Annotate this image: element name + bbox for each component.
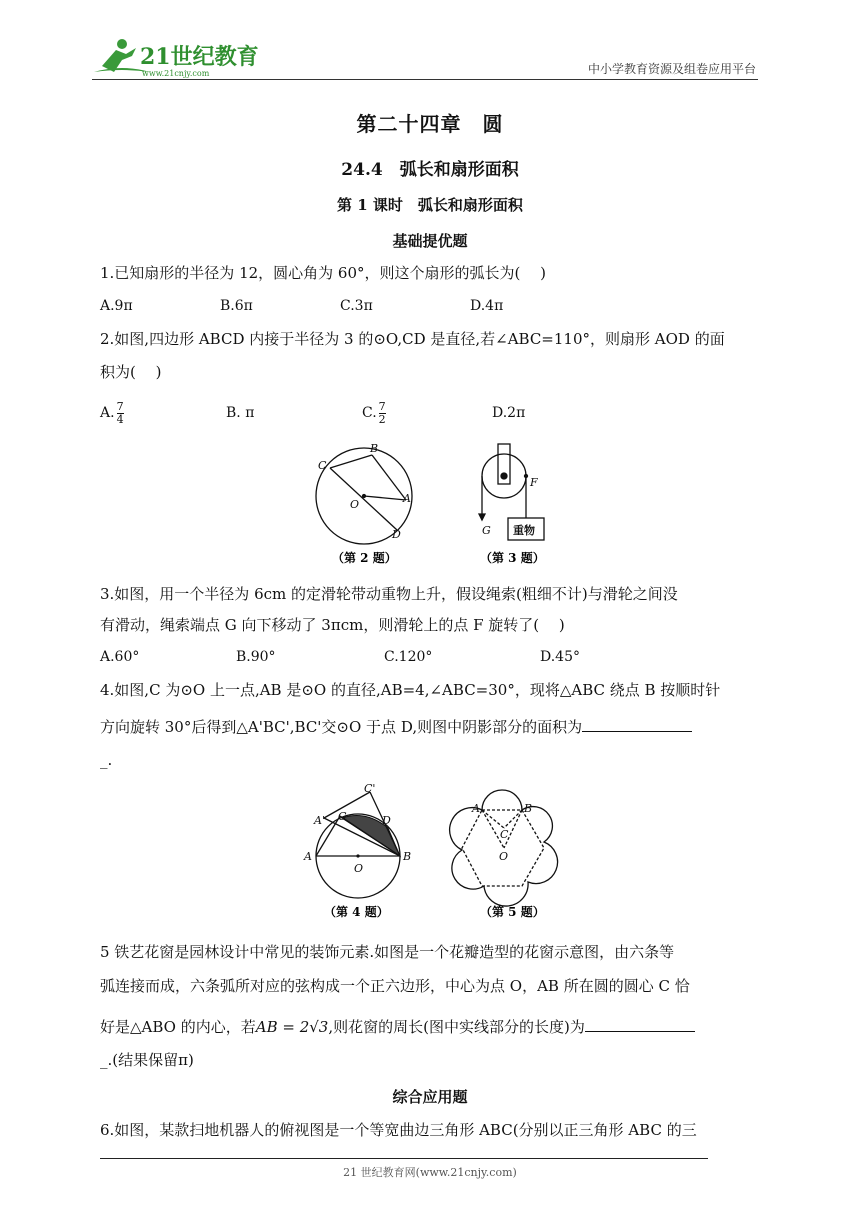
section-title: 24.4 弧长和扇形面积 xyxy=(341,160,519,180)
figure-2-3 xyxy=(300,440,560,570)
q2-option-a: A. $\frac{7}{4}$ xyxy=(100,399,124,426)
svg-text:www.21cnjy.com: www.21cnjy.com xyxy=(142,69,210,78)
weight-box-label: 重物 xyxy=(513,524,535,537)
q1-option-b: B.6π xyxy=(220,298,253,314)
svg-text:F: F xyxy=(530,476,538,489)
question-5-line-4: _.(结果保留π) xyxy=(100,1051,194,1069)
question-2-line-2: 积为( ) xyxy=(100,363,162,381)
svg-text:O: O xyxy=(354,862,364,875)
figure-3-caption: （第 3 题） xyxy=(480,551,545,565)
question-1-text: 1.已知扇形的半径为 12，圆心角为 60°，则这个扇形的弧长为( ) xyxy=(100,264,546,282)
svg-text:B: B xyxy=(370,442,379,455)
q1-option-a: A.9π xyxy=(100,298,133,314)
q1-option-c: C.3π xyxy=(340,298,373,314)
svg-text:C': C' xyxy=(364,782,376,795)
part-heading-comprehensive: 综合应用题 xyxy=(392,1088,468,1106)
footer-site-text: 21 世纪教育网(www.21cnjy.com) xyxy=(343,1166,517,1179)
footer-divider xyxy=(100,1158,708,1159)
q5-answer-blank[interactable] xyxy=(585,1017,695,1032)
q4-answer-blank[interactable] xyxy=(582,717,692,732)
svg-text:C: C xyxy=(500,828,509,841)
question-3-line-1: 3.如图，用一个半径为 6cm 的定滑轮带动重物上升，假设绳索(粗细不计)与滑轮之间没 xyxy=(100,585,678,603)
svg-text:D: D xyxy=(382,814,391,827)
q2-option-c: C. $\frac{7}{2}$ xyxy=(362,399,386,426)
question-2-line-1: 2.如图,四边形 ABCD 内接于半径为 3 的⊙O,CD 是直径,若∠ABC=110°，则扇形 AOD 的面 xyxy=(100,330,725,348)
svg-text:A: A xyxy=(304,850,312,863)
figure-5 xyxy=(450,790,558,906)
chapter-title: 第二十四章 圆 xyxy=(356,112,504,136)
question-6-line-1: 6.如图，某款扫地机器人的俯视图是一个等宽曲边三角形 ABC(分别以正三角形 ABC 的三 xyxy=(100,1121,697,1139)
svg-text:C: C xyxy=(338,810,347,823)
figure-2-caption: （第 2 题） xyxy=(332,551,397,565)
svg-text:O: O xyxy=(499,850,509,863)
svg-text:B: B xyxy=(403,850,412,863)
q3-option-b: B.90° xyxy=(236,649,276,665)
svg-text:A': A' xyxy=(314,814,325,827)
lesson-title: 第 1 课时 弧长和扇形面积 xyxy=(337,196,523,214)
site-logo xyxy=(92,36,262,78)
figure-4 xyxy=(316,792,400,898)
question-5-line-1: 5 铁艺花窗是园林设计中常见的装饰元素.如图是一个花瓣造型的花窗示意图，由六条等 xyxy=(100,943,675,961)
figure-4-caption: （第 4 题） xyxy=(324,905,389,919)
q2-option-b: B. π xyxy=(226,405,255,421)
svg-text:A: A xyxy=(403,492,411,505)
svg-text:21世纪教育: 21世纪教育 xyxy=(140,44,259,70)
q1-option-d: D.4π xyxy=(470,298,504,314)
question-4-line-1: 4.如图,C 为⊙O 上一点,AB 是⊙O 的直径,AB=4,∠ABC=30°，现将△ABC 绕点 B 按顺时针 xyxy=(100,681,721,699)
question-5-line-2: 弧连接而成，六条弧所对应的弦构成一个正六边形，中心为点 O，AB 所在圆的圆心 C 恰 xyxy=(100,977,690,995)
figure-5-caption: （第 5 题） xyxy=(480,905,545,919)
question-4-line-2: 方向旋转 30°后得到△A'BC',BC'交⊙O 于点 D,则图中阴影部分的面积为 xyxy=(100,712,692,743)
question-4-line-3: _. xyxy=(100,751,113,769)
q3-option-a: A.60° xyxy=(100,649,140,665)
svg-text:C: C xyxy=(318,459,327,472)
q2-option-d: D.2π xyxy=(492,405,526,421)
question-5-line-3: 好是△ABO 的内心，若AB = 2√3,则花窗的周长(图中实线部分的长度)为 xyxy=(100,1012,695,1043)
svg-text:G: G xyxy=(482,524,491,537)
svg-text:B: B xyxy=(524,802,533,815)
svg-text:O: O xyxy=(350,498,360,511)
question-3-line-2: 有滑动，绳索端点 G 向下移动了 3πcm，则滑轮上的点 F 旋转了( ) xyxy=(100,616,565,634)
svg-text:A: A xyxy=(472,802,480,815)
q3-option-d: D.45° xyxy=(540,649,580,665)
figure-4-5 xyxy=(300,782,580,922)
part-heading-basic: 基础提优题 xyxy=(392,232,468,250)
q3-option-c: C.120° xyxy=(384,649,433,665)
header-divider xyxy=(92,79,758,80)
svg-text:D: D xyxy=(392,528,401,541)
header-platform-text: 中小学教育资源及组卷应用平台 xyxy=(587,62,756,76)
